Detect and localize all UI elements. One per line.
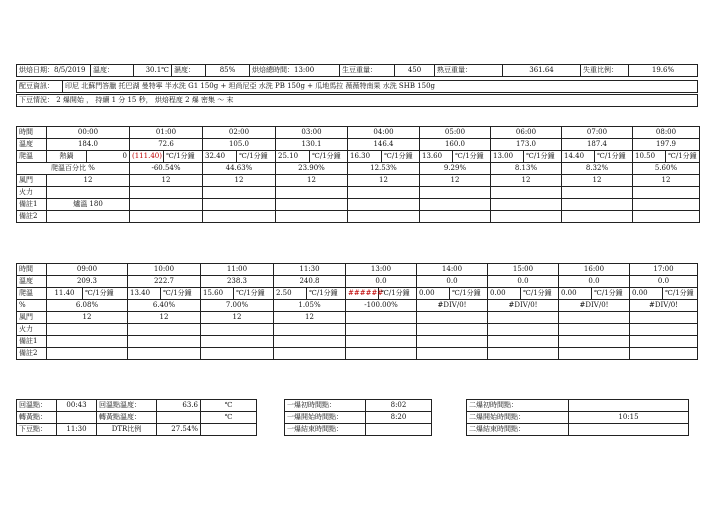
ror-unit: ℃/1分鐘: [663, 288, 698, 300]
empty-cell: [488, 324, 559, 336]
time-cell: 07:00: [562, 127, 633, 139]
fan-cell: 12: [562, 175, 633, 187]
time-cell: 00:00: [47, 127, 130, 139]
ror-unit: ℃/1分鐘: [521, 288, 559, 300]
empty-cell: [203, 187, 276, 199]
ror-pct-cell: 8.32%: [562, 163, 633, 175]
empty-cell: [274, 348, 346, 360]
ror-pct-cell: #DIV/0!: [488, 300, 559, 312]
ror-pct-row: [17, 163, 700, 175]
drop-label: 下豆點：: [17, 424, 57, 436]
empty-cell: [348, 199, 420, 211]
ror-preheat-value: 0: [87, 151, 130, 163]
time-row: [17, 127, 700, 139]
temp-cell: 238.3: [201, 276, 274, 288]
empty-cell: [203, 199, 276, 211]
empty-cell: [201, 336, 274, 348]
temp-cell: 222.7: [128, 276, 201, 288]
ror-unit: ℃/1分鐘: [666, 151, 700, 163]
crack2-start-value: 10:15: [569, 412, 689, 424]
empty-cell: [633, 199, 700, 211]
ror-value: 0.00: [630, 288, 663, 300]
empty-cell: [420, 199, 491, 211]
ror-value: 0.00: [559, 288, 592, 300]
empty-cell: [276, 199, 348, 211]
time-cell: 16:00: [559, 264, 630, 276]
ror-pct-cell: #DIV/0!: [417, 300, 488, 312]
time-row: [17, 264, 698, 276]
second-crack-table: [466, 399, 689, 436]
ror-pct-cell: #DIV/0!: [630, 300, 698, 312]
empty-cell: [201, 424, 257, 436]
ror-unit: ℃/1分鐘: [524, 151, 562, 163]
ror-value: ######: [346, 288, 379, 300]
green-weight-value: 450: [395, 65, 435, 77]
ror-unit: ℃/1分鐘: [234, 288, 274, 300]
empty-cell: [203, 211, 276, 223]
empty-cell: [128, 336, 201, 348]
empty-cell: [274, 324, 346, 336]
ror-pct-label: %: [17, 300, 47, 312]
note2-label: 備註2: [17, 348, 47, 360]
time-cell: 11:30: [274, 264, 346, 276]
empty-cell: [559, 348, 630, 360]
empty-cell: [201, 324, 274, 336]
fan-cell: 12: [47, 312, 128, 324]
turn-temp-label: 回溫點溫度：: [97, 400, 157, 412]
fan-row: [17, 312, 698, 324]
ror-pct-cell: 6.40%: [128, 300, 201, 312]
ror-unit: ℃/1分鐘: [83, 288, 128, 300]
crack1-first-label: 一爆初時間點：: [285, 400, 366, 412]
fan-cell: 12: [130, 175, 203, 187]
empty-cell: [633, 187, 700, 199]
humidity-value: 85%: [206, 65, 250, 77]
roasted-weight-label: 熟豆重量：: [435, 65, 503, 77]
temp-row-label: 溫度: [17, 139, 47, 151]
ror-unit: ℃/1分鐘: [453, 151, 491, 163]
time-cell: 04:00: [348, 127, 420, 139]
ror-value: 32.40: [203, 151, 237, 163]
temp-cell: 160.0: [420, 139, 491, 151]
temp-cell: 240.8: [274, 276, 346, 288]
time-label: 時間: [17, 127, 47, 139]
fan-cell: 12: [491, 175, 562, 187]
temp-cell: 0.0: [488, 276, 559, 288]
time-cell: 09:00: [47, 264, 128, 276]
ror-unit: ℃/1分鐘: [592, 288, 630, 300]
note2-row: [17, 211, 700, 223]
ror-pct-cell: 23.90%: [276, 163, 348, 175]
temp-cell: 184.0: [47, 139, 130, 151]
empty-cell: [201, 348, 274, 360]
ror-label: 爬溫: [17, 288, 47, 300]
empty-cell: [559, 336, 630, 348]
loss-label: 失重比例：: [581, 65, 629, 77]
fan-cell: 12: [47, 175, 130, 187]
note1-row: [17, 199, 700, 211]
empty-cell: [562, 187, 633, 199]
temp-row: [17, 139, 700, 151]
empty-cell: [346, 336, 417, 348]
fan-cell: 12: [274, 312, 346, 324]
crack2-first-label: 二爆初時間點：: [467, 400, 569, 412]
yellow-label: 轉黃點：: [17, 412, 57, 424]
empty-cell: [491, 187, 562, 199]
ror-row: [17, 151, 700, 163]
ror-value: 14.40: [562, 151, 595, 163]
empty-cell: [346, 312, 417, 324]
ror-pct-cell: 1.05%: [274, 300, 346, 312]
header-row-2: [16, 80, 698, 93]
fan-label: 風門: [17, 175, 47, 187]
empty-cell: [47, 336, 128, 348]
ror-value: 13.00: [491, 151, 524, 163]
ror-unit: ℃/1分鐘: [382, 151, 420, 163]
temp-row: [17, 276, 698, 288]
temp-cell: 72.6: [130, 139, 203, 151]
ror-value: 25.10: [276, 151, 310, 163]
empty-cell: [420, 211, 491, 223]
ror-value: 11.40: [47, 288, 83, 300]
ror-unit: ℃/1分鐘: [595, 151, 633, 163]
fan-cell: 12: [201, 312, 274, 324]
roast-date: 烘焙日期：8/5/2019: [17, 65, 91, 77]
empty-cell: [276, 211, 348, 223]
time-cell: 05:00: [420, 127, 491, 139]
fire-label: 火力: [17, 324, 47, 336]
ror-pct-cell: 44.63%: [203, 163, 276, 175]
note1-row: [17, 336, 698, 348]
fan-cell: 12: [633, 175, 700, 187]
fan-cell: 12: [276, 175, 348, 187]
ror-unit: ℃/1分鐘: [310, 151, 348, 163]
empty-cell: [130, 187, 203, 199]
empty-cell: [130, 199, 203, 211]
total-time: 烘焙總時間：13:00: [250, 65, 340, 77]
ror-unit: ℃/1分鐘: [307, 288, 346, 300]
ror-value: 2.50: [274, 288, 307, 300]
empty-cell: [417, 348, 488, 360]
ror-pct-cell: -100.00%: [346, 300, 417, 312]
humidity-label: 濕度：: [172, 65, 206, 77]
ror-value: 13.60: [420, 151, 453, 163]
temp-cell: 173.0: [491, 139, 562, 151]
ror-pct-cell: 6.08%: [47, 300, 128, 312]
time-cell: 17:00: [630, 264, 698, 276]
empty-cell: [348, 187, 420, 199]
empty-cell: [420, 187, 491, 199]
temp-cell: 146.4: [348, 139, 420, 151]
ror-pct-cell: 5.60%: [633, 163, 700, 175]
ror-value: 0.00: [488, 288, 521, 300]
crack1-start-label: 一爆開始時間點：: [285, 412, 366, 424]
loss-value: 19.6%: [629, 65, 698, 77]
green-weight-label: 生豆重量：: [340, 65, 395, 77]
first-crack-table: [284, 399, 432, 436]
ror-row: [17, 288, 698, 300]
empty-cell: [559, 324, 630, 336]
yellow-temp-label: 轉黃點溫度：: [97, 412, 157, 424]
empty-cell: [630, 324, 698, 336]
ror-pct-cell: #DIV/0!: [559, 300, 630, 312]
roast-table-1: [16, 126, 700, 223]
dtr-value: 27.54%: [157, 424, 201, 436]
ror-pct-cell: -60.54%: [130, 163, 203, 175]
ror-unit: ℃/1分鐘: [450, 288, 488, 300]
ror-pct-cell: 8.13%: [491, 163, 562, 175]
empty-cell: [346, 348, 417, 360]
temp-cell: 130.1: [276, 139, 348, 151]
blend-label: 配豆資訊：: [17, 81, 63, 93]
turn-temp-value: 63.6: [157, 400, 201, 412]
header-row-3: [16, 94, 698, 107]
temp-cell: 187.4: [562, 139, 633, 151]
empty-cell: [128, 324, 201, 336]
empty-cell: [130, 211, 203, 223]
temp-cell: 0.0: [417, 276, 488, 288]
ror-pct-label: 爬溫百分比 %: [17, 163, 130, 175]
empty-cell: [488, 336, 559, 348]
yellow-temp-unit: ℃: [201, 412, 257, 424]
temp-cell: 0.0: [559, 276, 630, 288]
empty-cell: [274, 336, 346, 348]
temp-value: 30.1℃: [134, 65, 172, 77]
temp-cell: 209.3: [47, 276, 128, 288]
temp-row-label: 溫度: [17, 276, 47, 288]
empty-cell: [488, 312, 559, 324]
ror-pct-row: [17, 300, 698, 312]
empty-cell: [491, 211, 562, 223]
fan-row: [17, 175, 700, 187]
empty-cell: [488, 348, 559, 360]
fire-row: [17, 324, 698, 336]
drop-value: 11:30: [57, 424, 97, 436]
time-label: 時間: [17, 264, 47, 276]
time-cell: 02:00: [203, 127, 276, 139]
ror-value: 13.40: [128, 288, 161, 300]
empty-cell: [346, 324, 417, 336]
time-cell: 10:00: [128, 264, 201, 276]
temp-cell: 0.0: [346, 276, 417, 288]
ror-value: 0.00: [417, 288, 450, 300]
empty-cell: [348, 211, 420, 223]
temp-cell: 197.9: [633, 139, 700, 151]
empty-cell: [47, 348, 128, 360]
empty-cell: [128, 348, 201, 360]
empty-cell: [47, 324, 128, 336]
empty-cell: [633, 211, 700, 223]
empty-cell: [562, 199, 633, 211]
ror-value: 10.50: [633, 151, 666, 163]
fan-label: 風門: [17, 312, 47, 324]
crack1-end-label: 一爆結束時間點：: [285, 424, 366, 436]
empty-cell: [417, 336, 488, 348]
time-cell: 15:00: [488, 264, 559, 276]
ror-value: 15.60: [201, 288, 234, 300]
ror-label: 爬溫: [17, 151, 47, 163]
fire-row: [17, 187, 700, 199]
crack1-start-value: 8:20: [366, 412, 432, 424]
empty-cell: [630, 348, 698, 360]
time-cell: 03:00: [276, 127, 348, 139]
empty-cell: [559, 312, 630, 324]
roasted-weight-value: 361.64: [503, 65, 581, 77]
blend-value: 印尼 北蘇門答臘 托巴湖 曼特寧 半水洗 G1 150g + 坦尚尼亞 水洗 PB 150g + 瓜地馬拉 薇薇特南果 水洗 SHB 150g: [63, 81, 698, 93]
empty-cell: [417, 324, 488, 336]
time-cell: 13:00: [346, 264, 417, 276]
ror-unit: ℃/1分鐘: [161, 288, 201, 300]
time-cell: 11:00: [201, 264, 274, 276]
turn-point-label: 回溫點：: [17, 400, 57, 412]
dtr-label: DTR比例: [97, 424, 157, 436]
fan-cell: 12: [348, 175, 420, 187]
yellow-value: [57, 412, 97, 424]
note2-row: [17, 348, 698, 360]
ror-unit: ℃/1分鐘: [237, 151, 276, 163]
time-cell: 01:00: [130, 127, 203, 139]
empty-cell: [47, 211, 130, 223]
time-cell: 08:00: [633, 127, 700, 139]
roast-table-2: [16, 263, 698, 360]
crack1-first-value: 8:02: [366, 400, 432, 412]
crack2-start-label: 二爆開始時間點：: [467, 412, 569, 424]
ror-unit: ℃/1分鐘: [379, 288, 417, 300]
temp-label: 溫度：: [91, 65, 134, 77]
time-cell: 06:00: [491, 127, 562, 139]
ror-unit: ℃/1分鐘: [164, 151, 203, 163]
yellow-temp-value: [157, 412, 201, 424]
fan-cell: 12: [128, 312, 201, 324]
empty-cell: [630, 312, 698, 324]
drop-info: 下豆情況： 2 爆開始 ， 持續 1 分 15 秒， 烘焙程度 2 爆 密集 ～ 末: [17, 95, 698, 107]
header-row-1: [16, 64, 698, 77]
note1-label: 備註1: [17, 336, 47, 348]
ror-value: 16.30: [348, 151, 382, 163]
temp-cell: 105.0: [203, 139, 276, 151]
fan-cell: 12: [420, 175, 491, 187]
crack2-end-value: [569, 424, 689, 436]
empty-cell: [491, 199, 562, 211]
turn-temp-unit: ℃: [201, 400, 257, 412]
fan-cell: 12: [203, 175, 276, 187]
crack2-end-label: 二爆結束時間點：: [467, 424, 569, 436]
empty-cell: [276, 187, 348, 199]
temp-cell: 0.0: [630, 276, 698, 288]
note1-label: 備註1: [17, 199, 47, 211]
ror-pct-cell: 12.53%: [348, 163, 420, 175]
note2-label: 備註2: [17, 211, 47, 223]
note1-cell: 爐溫 180: [47, 199, 130, 211]
ror-preheat-label: 熱鍋: [47, 151, 87, 163]
ror-pct-cell: 9.29%: [420, 163, 491, 175]
crack1-end-value: [366, 424, 432, 436]
empty-cell: [47, 187, 130, 199]
empty-cell: [630, 336, 698, 348]
ror-value: (111.40): [130, 151, 164, 163]
fire-label: 火力: [17, 187, 47, 199]
empty-cell: [417, 312, 488, 324]
crack2-first-value: [569, 400, 689, 412]
empty-cell: [562, 211, 633, 223]
summary-table: [16, 399, 257, 436]
time-cell: 14:00: [417, 264, 488, 276]
ror-pct-cell: 7.00%: [201, 300, 274, 312]
turn-point-value: 00:43: [57, 400, 97, 412]
